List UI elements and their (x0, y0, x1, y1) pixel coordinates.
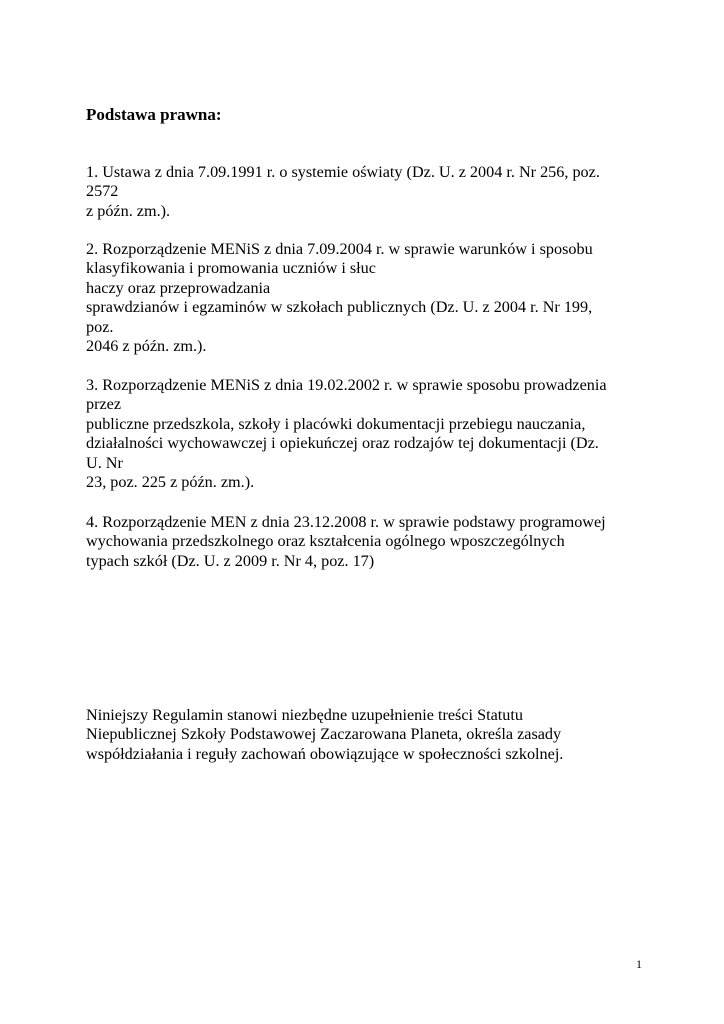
section-heading: Podstawa prawna: (86, 105, 222, 124)
text-line: U. Nr (86, 453, 123, 472)
text-line: przez (86, 395, 122, 414)
text-line: wychowania przedszkolnego oraz kształcenia ogólnego wposzczególnych (86, 532, 565, 551)
text-line: sprawdzianów i egzaminów w szkołach publicznych (Dz. U. z 2004 r. Nr 199, (86, 298, 593, 317)
text-line: 3. Rozporządzenie MENiS z dnia 19.02.2002 r. w sprawie sposobu prowadzenia (86, 376, 607, 394)
text-line: współdziałania i reguły zachowań obowiązujące w społeczności szkolnej. (86, 744, 564, 763)
text-line: 23, poz. 225 z późn. zm.). (86, 473, 255, 492)
text-line: klasyfikowania i promowania uczniów i słuc (86, 259, 376, 278)
text-line: 2. Rozporządzenie MENiS z dnia 7.09.2004 r. w sprawie warunków i sposobu (86, 240, 593, 258)
legal-basis-item-2 (86, 240, 686, 356)
text-line: 1. Ustawa z dnia 7.09.1991 r. o systemie oświaty (Dz. U. z 2004 r. Nr 256, poz. (86, 163, 600, 181)
page-number: 1 (636, 957, 642, 971)
legal-basis-item-3 (86, 376, 686, 492)
closing-paragraph (86, 706, 686, 764)
text-line: publiczne przedszkola, szkoły i placówki dokumentacji przebiegu nauczania, (86, 414, 586, 433)
legal-basis-item-4 (86, 513, 686, 571)
legal-basis-item-1 (86, 163, 686, 221)
text-line: poz. (86, 317, 114, 336)
text-line: 2572 (86, 182, 119, 201)
text-line: 4. Rozporządzenie MEN z dnia 23.12.2008 r. w sprawie podstawy programowej (86, 513, 606, 531)
text-line: Niepublicznej Szkoły Podstawowej Zaczarowana Planeta, określa zasady (86, 725, 562, 744)
text-line: z późn. zm.). (86, 201, 171, 220)
text-line: działalności wychowawczej i opiekuńczej oraz rodzajów tej dokumentacji (Dz. (86, 434, 599, 453)
text-line: typach szkół (Dz. U. z 2009 r. Nr 4, poz. 17) (86, 551, 375, 570)
text-line: Niniejszy Regulamin stanowi niezbędne uzupełnienie treści Statutu (86, 706, 523, 724)
text-line: 2046 z późn. zm.). (86, 337, 207, 356)
text-line: haczy oraz przeprowadzania (86, 278, 271, 297)
